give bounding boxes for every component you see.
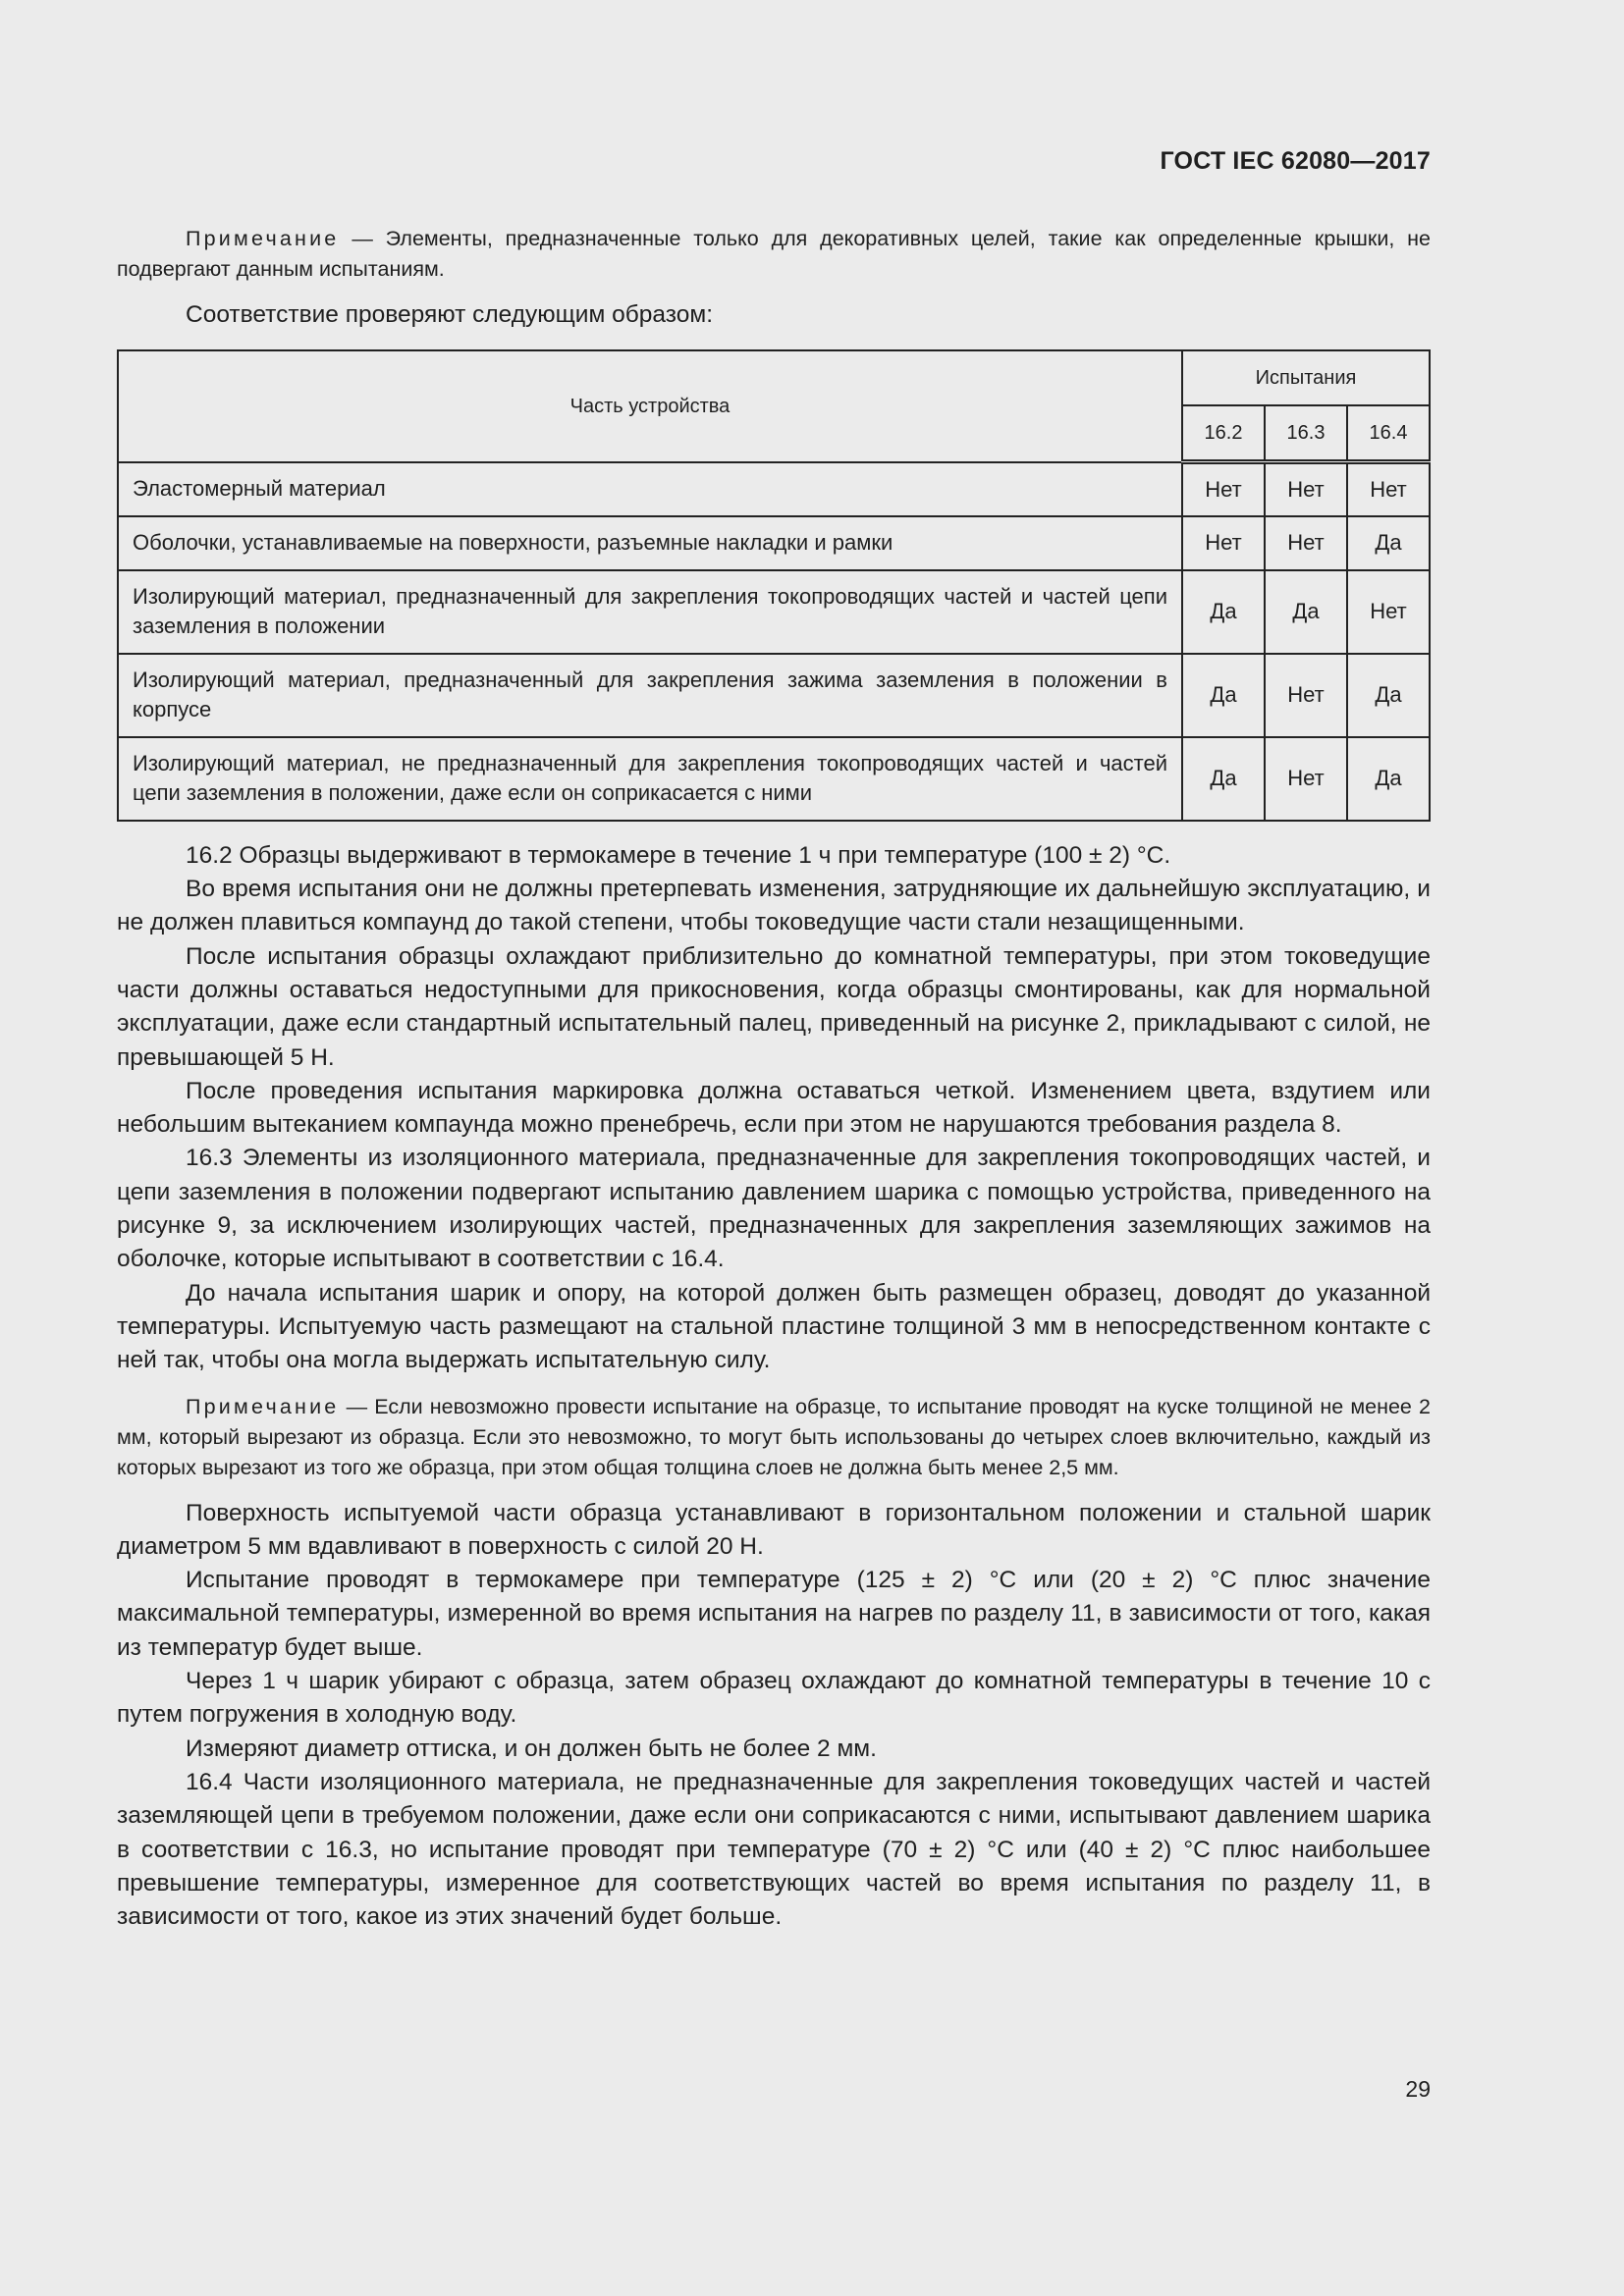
table-header-col-16-2: 16.2 bbox=[1182, 405, 1265, 462]
table-cell-value: Да bbox=[1347, 516, 1430, 570]
table-row bbox=[118, 737, 1430, 821]
table-header-tests: Испытания bbox=[1182, 350, 1430, 405]
table-cell-value: Нет bbox=[1182, 516, 1265, 570]
table-row bbox=[118, 462, 1430, 516]
note-sample-thickness bbox=[117, 1392, 1431, 1483]
paragraph: После проведения испытания маркировка должна оставаться четкой. Изменением цвета, вздутием или небольшим вытеканием компаунда можно пренебречь, если при этом не нарушаются требования раздела 8. bbox=[117, 1077, 1431, 1139]
page-content bbox=[117, 224, 1431, 1934]
page-number: 29 bbox=[1405, 2076, 1431, 2102]
table-row bbox=[118, 570, 1430, 654]
table-cell-value: Да bbox=[1182, 654, 1265, 737]
table-row bbox=[118, 654, 1430, 737]
compliance-intro: Соответствие проверяют следующим образом: bbox=[186, 301, 714, 328]
table-cell-value: Нет bbox=[1182, 462, 1265, 516]
paragraph: Поверхность испытуемой части образца устанавливают в горизонтальном положении и стальной шарик диаметром 5 мм вдавливают в поверхность с силой 20 Н. bbox=[117, 1499, 1431, 1560]
paragraph-16-4: 16.4 Части изоляционного материала, не предназначенные для закрепления токоведущих частей и частей заземляющей цепи в требуемом положении, даже если они соприкасаются с ними, испытывают давлением шарика в соответствии с 16.3, но испытание проводят при температуре (70 ± 2) °С или (40 ± 2) °С плюс наибольшее превышение температуры, измеренное для соответствующих частей во время испытания по разделу 11, в зависимости от того, какое из этих значений будет больше. bbox=[117, 1768, 1431, 1931]
table-cell-value: Да bbox=[1347, 654, 1430, 737]
note-label: Примечание bbox=[186, 227, 340, 250]
table-cell-part: Эластомерный материал bbox=[118, 462, 1182, 516]
table-cell-value: Да bbox=[1182, 737, 1265, 821]
table-cell-value: Нет bbox=[1347, 570, 1430, 654]
paragraph: Измеряют диаметр оттиска, и он должен быть не более 2 мм. bbox=[186, 1735, 877, 1762]
table-cell-value: Да bbox=[1265, 570, 1347, 654]
note-decorative-elements bbox=[117, 224, 1431, 285]
document-header: ГОСТ IEC 62080—2017 bbox=[1160, 147, 1431, 175]
paragraph-16-3: 16.3 Элементы из изоляционного материала, предназначенные для закрепления токопроводящих частей, и цепи заземления в положении подвергают испытанию давлением шарика с помощью устройства, приведенного на рисунке 9, за исключением изолирующих частей, предназначенных для закрепления заземляющих зажимов на оболочке, которые испытывают в соответствии с 16.4. bbox=[117, 1145, 1431, 1273]
note-text: — Если невозможно провести испытание на образце, то испытание проводят на куске толщиной не менее 2 мм, который вырезают из образца. Если это невозможно, то могут быть использованы до четырех слоев включительно, каждый из которых вырезают из того же образца, при этом общая толщина слоев не должна быть менее 2,5 мм. bbox=[117, 1394, 1431, 1479]
paragraph: Через 1 ч шарик убирают с образца, затем образец охлаждают до комнатной температуры в течение 10 с путем погружения в холодную воду. bbox=[117, 1668, 1431, 1729]
table-cell-value: Нет bbox=[1265, 654, 1347, 737]
table-header-col-16-3: 16.3 bbox=[1265, 405, 1347, 462]
paragraph: Во время испытания они не должны претерпевать изменения, затрудняющие их дальнейшую эксплуатацию, и не должен плавиться компаунд до такой степени, чтобы токоведущие части стали незащищенными. bbox=[117, 876, 1431, 936]
note-text: — Элементы, предназначенные только для декоративных целей, такие как определенные крышки, не подвергают данным испытаниям. bbox=[117, 227, 1431, 281]
table-cell-value: Да bbox=[1347, 737, 1430, 821]
paragraph-16-2: 16.2 Образцы выдерживают в термокамере в течение 1 ч при температуре (100 ± 2) °С. bbox=[186, 841, 1171, 869]
table-cell-part: Изолирующий материал, предназначенный для закрепления зажима заземления в положении в корпусе bbox=[118, 654, 1182, 737]
table-cell-value: Нет bbox=[1265, 516, 1347, 570]
paragraph: Испытание проводят в термокамере при температуре (125 ± 2) °С или (20 ± 2) °С плюс значение максимальной температуры, измеренной во время испытания на нагрев по разделу 11, в зависимости от того, какая из температур будет выше. bbox=[117, 1567, 1431, 1661]
paragraph: До начала испытания шарик и опору, на которой должен быть размещен образец, доводят до указанной температуры. Испытуемую часть размещают на стальной пластине толщиной 3 мм в непосредственном контакте с ней так, чтобы она могла выдержать испытательную силу. bbox=[117, 1279, 1431, 1374]
table-cell-value: Нет bbox=[1265, 737, 1347, 821]
table-row bbox=[118, 516, 1430, 570]
table-cell-value: Нет bbox=[1265, 462, 1347, 516]
table-cell-part: Изолирующий материал, не предназначенный для закрепления токопроводящих частей и частей цепи заземления в положении, даже если он соприкасается с ними bbox=[118, 737, 1182, 821]
tests-table bbox=[117, 349, 1431, 822]
table-header-col-16-4: 16.4 bbox=[1347, 405, 1430, 462]
paragraph: После испытания образцы охлаждают приблизительно до комнатной температуры, при этом токоведущие части должны оставаться недоступными для прикосновения, когда образцы смонтированы, как для нормальной эксплуатации, даже если стандартный испытательный палец, приведенный на рисунке 2, прикладывают с силой, не превышающей 5 Н. bbox=[117, 942, 1431, 1071]
note-label: Примечание bbox=[186, 1394, 340, 1418]
table-cell-value: Нет bbox=[1347, 462, 1430, 516]
table-cell-part: Оболочки, устанавливаемые на поверхности, разъемные накладки и рамки bbox=[118, 516, 1182, 570]
table-cell-value: Да bbox=[1182, 570, 1265, 654]
table-cell-part: Изолирующий материал, предназначенный для закрепления токопроводящих частей и частей цепи заземления в положении bbox=[118, 570, 1182, 654]
table-header-part: Часть устройства bbox=[118, 350, 1182, 462]
